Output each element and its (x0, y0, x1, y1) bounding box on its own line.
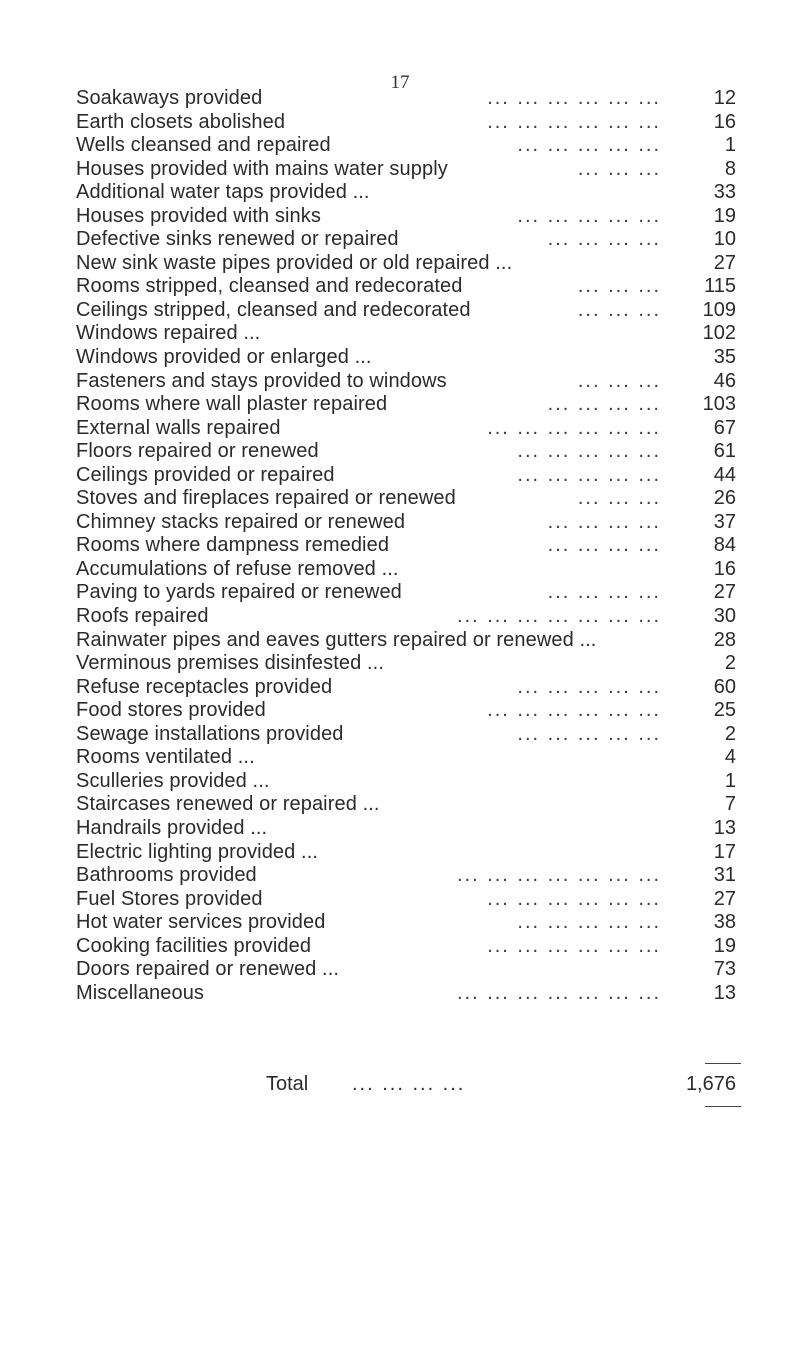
item-label: Houses provided with sinks (76, 204, 321, 227)
leader-dots: ... ... ... ... ... ... (487, 416, 661, 439)
item-label: Defective sinks renewed or repaired (76, 228, 399, 251)
item-label: Accumulations of refuse removed ... (76, 557, 399, 580)
item-label: Bathrooms provided (76, 864, 257, 887)
item-value: 73 (713, 958, 736, 981)
list-item (76, 864, 736, 888)
list-item (76, 181, 736, 205)
item-label: Paving to yards repaired or renewed (76, 581, 402, 604)
leader-dots: ... ... ... ... ... (517, 675, 661, 698)
list-item (76, 888, 736, 912)
list-item (76, 275, 736, 299)
list-item (76, 393, 736, 417)
list-item (76, 299, 736, 323)
item-label: Floors repaired or renewed (76, 440, 319, 463)
item-value: 28 (713, 628, 736, 651)
list-item (76, 87, 736, 111)
item-label: Refuse receptacles provided (76, 675, 333, 698)
list-item (76, 134, 736, 158)
item-label: Staircases renewed or repaired ... (76, 793, 380, 816)
leader-dots: ... ... ... ... (547, 228, 661, 251)
item-label: Earth closets abolished (76, 110, 286, 133)
item-label: Roofs repaired (76, 605, 209, 628)
item-value: 35 (713, 346, 736, 369)
leader-dots: ... ... ... ... ... ... (487, 87, 661, 109)
leader-dots: ... ... ... ... ... (517, 204, 661, 227)
item-value: 7 (724, 793, 736, 816)
list-item (76, 511, 736, 535)
leader-dots: ... ... ... (577, 157, 661, 180)
item-label: Miscellaneous (76, 981, 205, 1004)
item-value: 1 (724, 769, 736, 792)
item-value: 26 (713, 487, 736, 510)
item-label: Windows repaired ... (76, 322, 261, 345)
item-value: 12 (713, 87, 736, 109)
item-value: 25 (713, 699, 736, 722)
item-value: 27 (713, 887, 736, 910)
item-label: Wells cleansed and repaired (76, 134, 331, 157)
list-item (76, 534, 736, 558)
item-value: 33 (713, 181, 736, 204)
leader-dots: ... ... ... ... ... ... ... (456, 864, 661, 887)
list-item (76, 841, 736, 865)
item-label: Sewage installations provided (76, 722, 344, 745)
leader-dots: ... ... ... (577, 369, 661, 392)
list-item (76, 746, 736, 770)
list-item (76, 629, 736, 653)
list-item (76, 723, 736, 747)
item-value: 10 (713, 228, 736, 251)
item-label: Rooms where wall plaster repaired (76, 393, 388, 416)
list-item (76, 793, 736, 817)
leader-dots: ... ... ... (577, 275, 661, 298)
leader-dots: ... ... ... ... ... (517, 722, 661, 745)
list-item (76, 558, 736, 582)
list-item (76, 370, 736, 394)
leader-dots: ... ... ... ... ... (517, 463, 661, 486)
item-value: 115 (704, 275, 736, 298)
item-label: Hot water services provided (76, 911, 326, 934)
item-label: Ceilings provided or repaired (76, 463, 335, 486)
item-label: Ceilings stripped, cleansed and redecorated (76, 298, 471, 321)
item-label: Windows provided or enlarged ... (76, 346, 372, 369)
item-label: Rooms where dampness remedied (76, 534, 390, 557)
works-list (76, 87, 736, 1005)
item-value: 13 (713, 981, 736, 1004)
item-value: 44 (713, 463, 736, 486)
item-label: Fuel Stores provided (76, 887, 263, 910)
item-value: 37 (713, 510, 736, 533)
item-value: 61 (713, 440, 736, 463)
item-value: 30 (713, 605, 736, 628)
item-value: 19 (713, 934, 736, 957)
total-row (266, 1071, 736, 1097)
total-value: 1,676 (685, 1073, 736, 1095)
item-value: 109 (702, 298, 736, 321)
list-item (76, 417, 736, 441)
item-value: 16 (713, 110, 736, 133)
item-label: Verminous premises disinfested ... (76, 652, 384, 675)
list-item (76, 676, 736, 700)
list-item (76, 464, 736, 488)
leader-dots: ... ... ... ... ... ... (487, 887, 661, 910)
leader-dots: ... ... ... ... (547, 393, 661, 416)
item-value: 8 (724, 157, 736, 180)
leader-dots: ... ... ... (577, 487, 661, 510)
leader-dots: ... ... ... ... (547, 510, 661, 533)
item-value: 13 (713, 816, 736, 839)
leader-dots: ... ... ... ... ... ... (487, 934, 661, 957)
item-value: 27 (713, 251, 736, 274)
item-value: 2 (724, 652, 736, 675)
list-item (76, 817, 736, 841)
leader-dots: ... ... ... ... ... ... (487, 110, 661, 133)
item-label: Rooms stripped, cleansed and redecorated (76, 275, 463, 298)
item-label: Rooms ventilated ... (76, 746, 255, 769)
list-item (76, 982, 736, 1006)
item-value: 67 (713, 416, 736, 439)
list-item (76, 605, 736, 629)
list-item (76, 487, 736, 511)
item-label: External walls repaired (76, 416, 281, 439)
list-item (76, 346, 736, 370)
leader-dots: ... ... ... ... ... ... ... (456, 981, 661, 1004)
item-value: 16 (713, 557, 736, 580)
total-leader-dots: ... ... ... ... (352, 1073, 466, 1095)
total-rule-top (705, 1063, 741, 1064)
item-label: Additional water taps provided ... (76, 181, 370, 204)
item-label: Electric lighting provided ... (76, 840, 319, 863)
item-label: Chimney stacks repaired or renewed (76, 510, 406, 533)
item-label: Rainwater pipes and eaves gutters repaired or renewed ... (76, 628, 597, 651)
item-label: Cooking facilities provided (76, 934, 312, 957)
leader-dots: ... ... ... ... (547, 581, 661, 604)
list-item (76, 440, 736, 464)
item-label: Fasteners and stays provided to windows (76, 369, 447, 392)
leader-dots: ... ... ... (577, 298, 661, 321)
item-value: 2 (724, 722, 736, 745)
list-item (76, 770, 736, 794)
list-item (76, 111, 736, 135)
item-label: New sink waste pipes provided or old repaired ... (76, 251, 513, 274)
leader-dots: ... ... ... ... ... ... ... (456, 605, 661, 628)
item-label: Houses provided with mains water supply (76, 157, 448, 180)
item-value: 103 (702, 393, 736, 416)
item-value: 46 (713, 369, 736, 392)
item-value: 31 (713, 864, 736, 887)
item-value: 84 (713, 534, 736, 557)
list-item (76, 322, 736, 346)
item-value: 4 (724, 746, 736, 769)
item-value: 38 (713, 911, 736, 934)
item-value: 19 (713, 204, 736, 227)
leader-dots: ... ... ... ... ... ... (487, 699, 661, 722)
item-value: 102 (702, 322, 736, 345)
total-rule-bottom (705, 1106, 741, 1107)
item-label: Soakaways provided (76, 87, 263, 109)
list-item (76, 652, 736, 676)
item-label: Doors repaired or renewed ... (76, 958, 340, 981)
page-number: 17 (390, 72, 410, 93)
list-item (76, 958, 736, 982)
item-label: Handrails provided ... (76, 816, 268, 839)
leader-dots: ... ... ... ... ... (517, 134, 661, 157)
list-item (76, 935, 736, 959)
list-item (76, 158, 736, 182)
item-value: 1 (724, 134, 736, 157)
item-label: Food stores provided (76, 699, 266, 722)
list-item (76, 205, 736, 229)
list-item (76, 228, 736, 252)
item-value: 27 (713, 581, 736, 604)
item-value: 17 (713, 840, 736, 863)
leader-dots: ... ... ... ... ... (517, 440, 661, 463)
total-label: Total (266, 1073, 309, 1095)
item-label: Sculleries provided ... (76, 769, 270, 792)
list-item (76, 252, 736, 276)
list-item (76, 699, 736, 723)
leader-dots: ... ... ... ... (547, 534, 661, 557)
list-item (76, 911, 736, 935)
item-value: 60 (713, 675, 736, 698)
leader-dots: ... ... ... ... ... (517, 911, 661, 934)
item-label: Stoves and fireplaces repaired or renewed (76, 487, 456, 510)
list-item (76, 581, 736, 605)
